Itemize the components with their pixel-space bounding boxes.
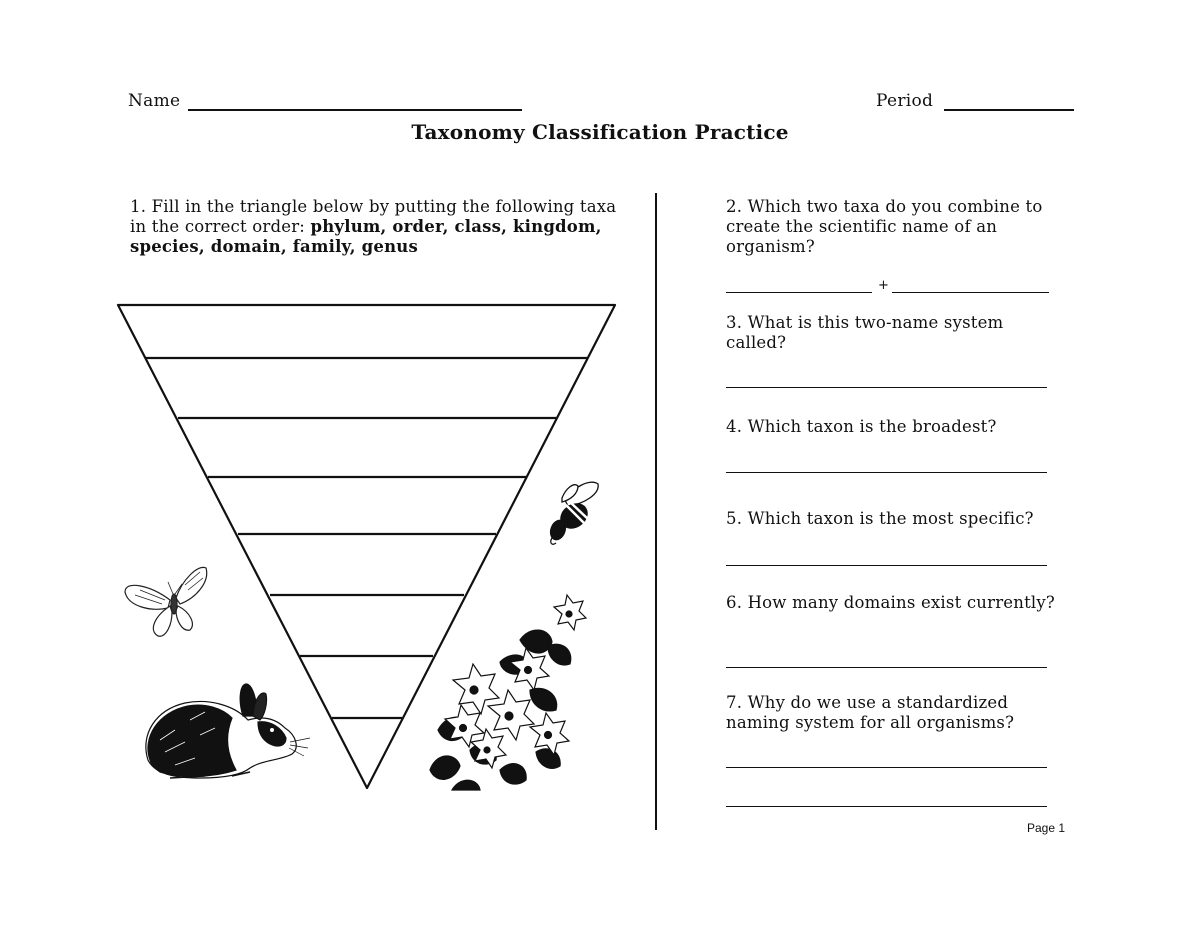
bee-icon [548, 482, 598, 544]
question-1-text: 1. Fill in the triangle below by putting the following taxa in the correct order: [130, 197, 617, 236]
question-5: 5. Which taxon is the most specific? [726, 509, 1034, 528]
page-title: Taxonomy Classification Practice [411, 120, 789, 144]
question-6: 6. How many domains exist currently? [726, 593, 1055, 612]
plus-sign: + [878, 278, 889, 293]
period-label: Period [876, 91, 934, 111]
butterfly-icon [125, 567, 207, 636]
question-4: 4. Which taxon is the broadest? [726, 417, 997, 436]
question-3: 3. What is this two-name system called? [726, 313, 1004, 352]
name-label: Name [128, 91, 181, 111]
question-7: 7. Why do we use a standardized naming system for all organisms? [726, 693, 1015, 732]
question-2: 2. Which two taxa do you combine to create the scientific name of an organism? [726, 197, 1043, 256]
page-number: Page 1 [1027, 821, 1066, 835]
flowers-icon [430, 595, 586, 790]
question-1-taxa: phylum, order, class, kingdom, species, domain, family, genus [130, 217, 602, 256]
rabbit-icon [146, 684, 310, 778]
